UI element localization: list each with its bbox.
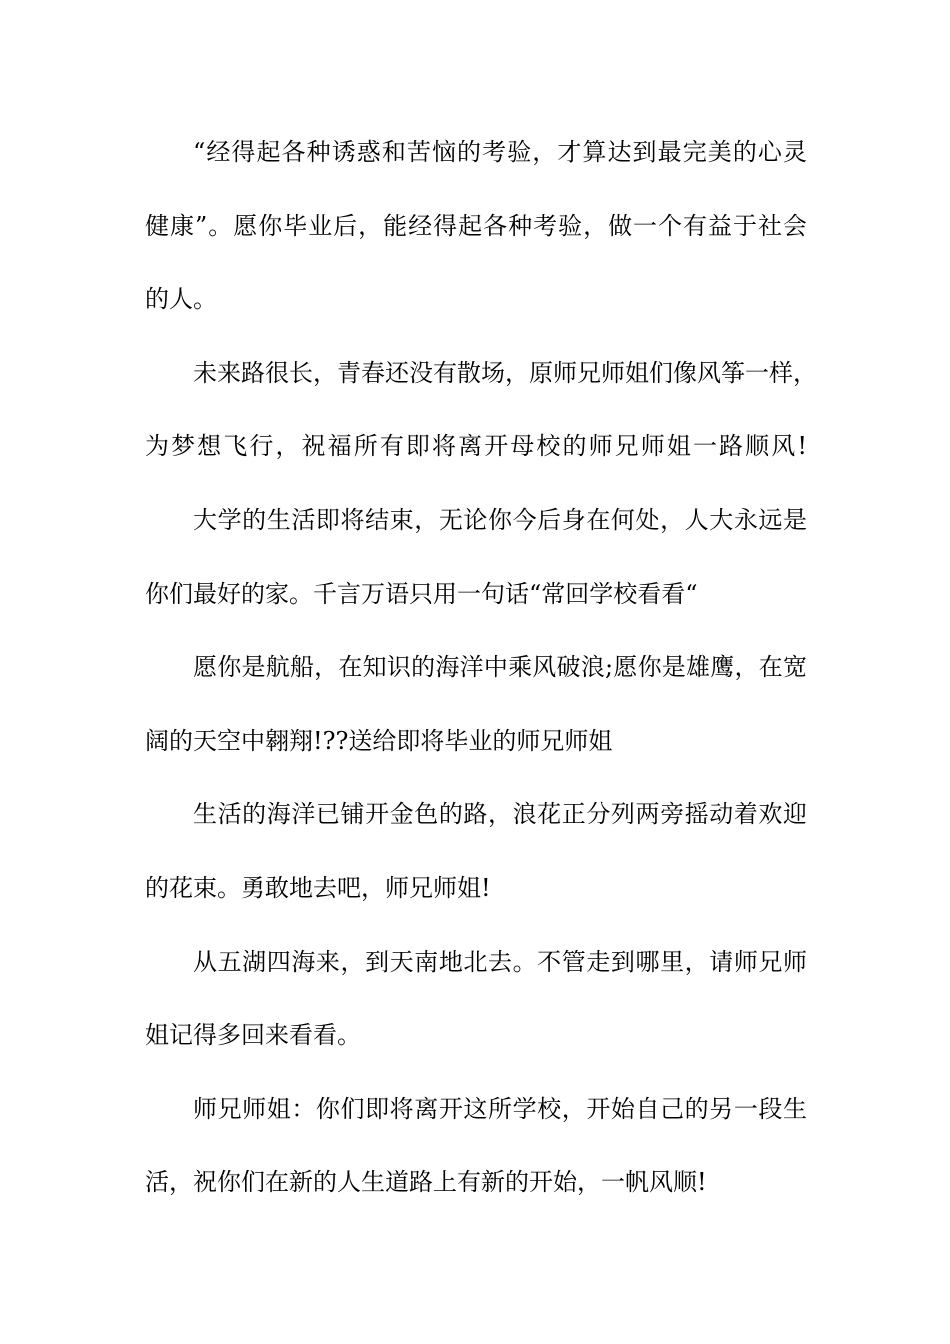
- text-line: 从五湖四海来，到天南地北去。不管走到哪里，请师兄师: [193, 947, 807, 976]
- text-line: 大学的生活即将结束，无论你今后身在何处，人大永远是: [193, 505, 807, 534]
- text-line: 阔的天空中翱翔!??送给即将毕业的师兄师姐: [145, 726, 613, 755]
- text-line: 活，祝你们在新的人生道路上有新的开始，一帆风顺!: [145, 1168, 707, 1197]
- text-line: 你们最好的家。千言万语只用一句话“常回学校看看“: [145, 579, 698, 608]
- text-line: 愿你是航船，在知识的海洋中乘风破浪;愿你是雄鹰，在宽: [193, 653, 807, 682]
- text-line: 为梦想飞行，祝福所有即将离开母校的师兄师姐一路顺风!: [145, 432, 807, 461]
- text-line: “经得起各种诱惑和苦恼的考验，才算达到最完美的心灵: [193, 138, 807, 166]
- text-line: 师兄师姐：你们即将离开这所学校，开始自己的另一段生: [193, 1094, 807, 1123]
- text-line: 的花束。勇敢地去吧，师兄师姐!: [145, 873, 491, 902]
- text-line: 的人。: [145, 285, 217, 314]
- text-line: 生活的海洋已铺开金色的路，浪花正分列两旁摇动着欢迎: [193, 800, 807, 829]
- text-line: 姐记得多回来看看。: [145, 1021, 361, 1050]
- text-line: 未来路很长，青春还没有散场，原师兄师姐们像风筝一样，: [193, 358, 817, 387]
- document-body: [145, 128, 817, 1232]
- text-line: 健康”。愿你毕业后，能经得起各种考验，做一个有益于社会: [145, 211, 807, 240]
